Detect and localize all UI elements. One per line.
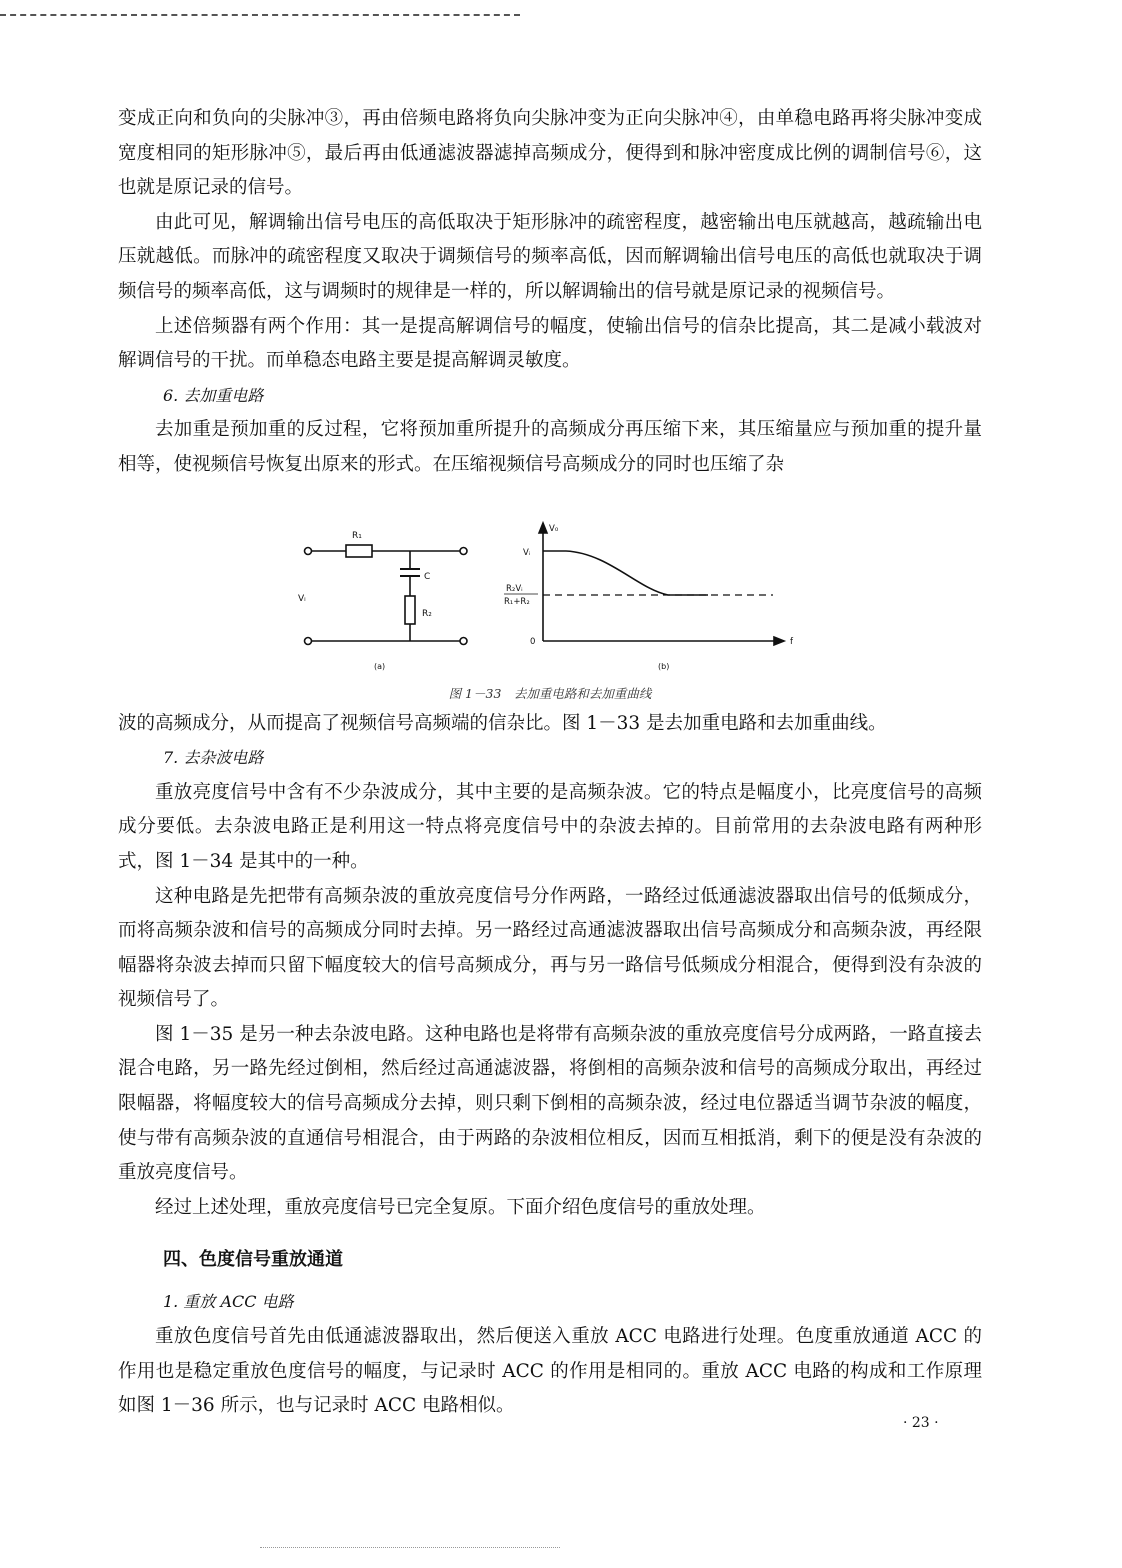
paragraph-6: 重放亮度信号中含有不少杂波成分，其中主要的是高频杂波。它的特点是幅度小，比亮度信号的高频成分要低。去杂波电路正是利用这一特点将亮度信号中的杂波去掉的。目前常用的去杂波电路有两种形式，图 1－34 是其中的一种。 [118,781,982,872]
heading-acc: 1. 重放 ACC 电路 [163,1292,294,1312]
label-r2: R₂ [422,608,432,619]
deemphasis-curve [539,523,784,645]
paragraph-3: 上述倍频器有两个作用：其一是提高解调信号的幅度，使输出信号的信杂比提高，其二是减小载波对解调信号的干扰。而单稳态电路主要是提高解调灵敏度。 [118,315,982,372]
heading-7: 7. 去杂波电路 [163,748,264,768]
paragraph-9: 经过上述处理，重放亮度信号已完全复原。下面介绍色度信号的重放处理。 [155,1196,766,1218]
heading-6: 6. 去加重电路 [163,385,264,405]
page-number: · 23 · [903,1415,939,1431]
label-vi: Vᵢ [298,593,306,604]
paragraph-2: 由此可见，解调输出信号电压的高低取决于矩形脉冲的疏密程度，越密输出电压就越高，越疏输出电压就越低。而脉冲的疏密程度又取决于调频信号的频率高低，因而解调输出信号电压的高低也就取决于调频信号的频率高低，这与调频时的规律是一样的，所以解调输出的信号就是原记录的视频信号。 [118,211,982,302]
deemphasis-figure-svg [118,491,982,691]
section-heading-4: 四、色度信号重放通道 [163,1249,343,1271]
paragraph-4: 去加重是预加重的反过程，它将预加重所提升的高频成分再压缩下来，其压缩量应与预加重的提升量相等，使视频信号恢复出原来的形式。在压缩视频信号高频成分的同时也压缩了杂 [118,419,982,475]
circuit-diagram [305,545,468,645]
label-frac-den: R₁+R₂ [504,596,530,607]
top-scan-dashes [0,14,520,16]
output-terminal-top [460,547,467,554]
figure-1-33 [118,491,982,701]
label-vi-b: Vᵢ [523,547,531,558]
y-axis-arrow [539,523,547,533]
paragraph-5: 波的高频成分，从而提高了视频信号高频端的信杂比。图 1－33 是去加重电路和去加重曲线。 [118,712,887,734]
input-terminal-top [305,547,312,554]
label-v0: V₀ [549,523,559,534]
paragraph-1: 变成正向和负向的尖脉冲③，再由倍频电路将负向尖脉冲变为正向尖脉冲④，由单稳电路再将尖脉冲变成宽度相同的矩形脉冲⑤，最后再由低通滤波器滤掉高频成分，便得到和脉冲密度成比例的调制信号⑥，这也就是原记录的信号。 [118,108,982,199]
label-b: (b) [658,661,670,671]
label-r1: R₁ [352,530,362,541]
paragraph-8: 图 1－35 是另一种去杂波电路。这种电路也是将带有高频杂波的重放亮度信号分成两路，一路直接去混合电路，另一路先经过倒相，然后经过高通滤波器，将倒相的高频杂波和信号的高频成分取出，再经过限幅器，将幅度较大的信号高频成分去掉，则只剩下倒相的高频杂波，经过电位器适当调节杂波的幅度，使与带有高频杂波的直通信号相混合，由于两路的杂波相位相反，因而互相抵消，剩下的便是没有杂波的重放亮度信号。 [118,1023,982,1184]
x-axis-arrow [774,637,784,645]
response-curve [543,551,708,595]
input-terminal-bottom [305,637,312,644]
bottom-scan-marks [260,1547,560,1548]
figure-caption: 图 1－33 去加重电路和去加重曲线 [448,685,652,701]
label-f: f [790,636,793,647]
resistor-r1 [346,545,372,557]
output-terminal-bottom [460,637,467,644]
paragraph-7: 这种电路是先把带有高频杂波的重放亮度信号分作两路，一路经过低通滤波器取出信号的低频成分，而将高频杂波和信号的高频成分同时去掉。另一路经过高通滤波器取出信号高频成分和高频杂波，再经限幅器将杂波去掉而只留下幅度较大的信号高频成分，再与另一路信号低频成分相混合，便得到没有杂波的视频信号了。 [118,885,982,1011]
label-zero: 0 [530,636,536,647]
paragraph-10: 重放色度信号首先由低通滤波器取出，然后便送入重放 ACC 电路进行处理。色度重放通道 ACC 的作用也是稳定重放色度信号的幅度，与记录时 ACC 的作用是相同的。重放 ACC 电路的构成和工作原理如图 1－36 所示，也与记录时 ACC 电路相似。 [118,1326,982,1417]
label-c: C [424,571,431,582]
page-content [118,102,982,1424]
label-a: (a) [374,661,386,671]
label-frac-num: R₂Vᵢ [506,583,523,594]
resistor-r2 [405,596,415,624]
